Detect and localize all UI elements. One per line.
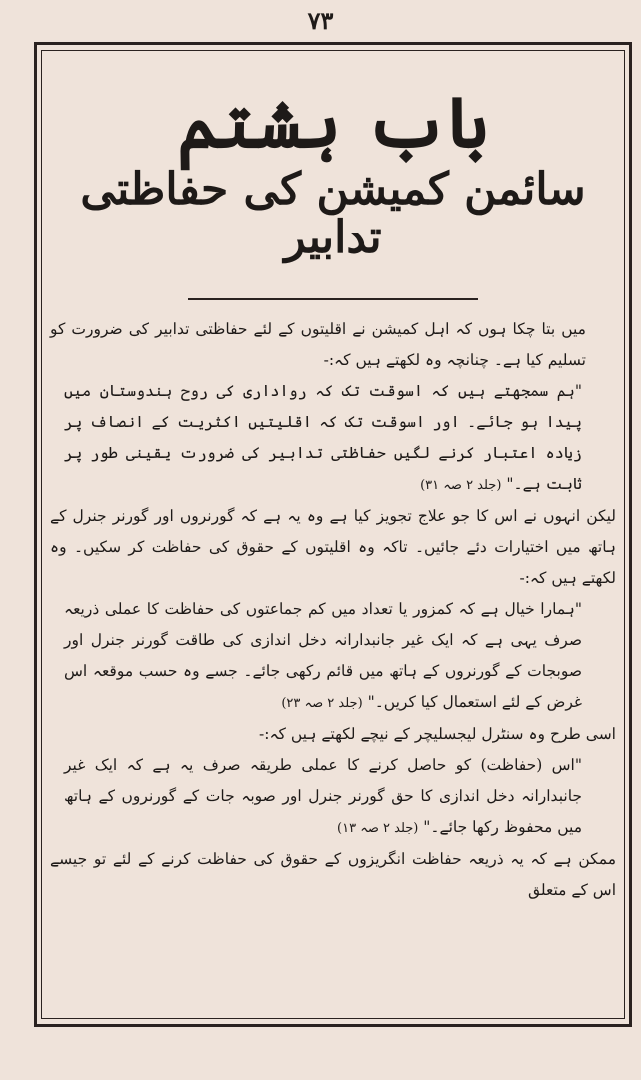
chapter-subtitle: سائمن کمیشن کی حفاظتی تدابیر bbox=[80, 163, 586, 263]
paragraph-text: اسی طرح وہ سنٹرل لیجسلیچر کے نیچے لکھتے ہیں کہ:- bbox=[259, 725, 616, 744]
page-content bbox=[50, 58, 616, 1013]
quote-paragraph bbox=[50, 750, 616, 844]
quote-text: "اس (حفاظت) کو حاصل کرنے کا عملی طریقہ صرف یہ ہے کہ ایک غیر جانبدارانہ دخل اندازی کا حق گورنر جنرل اور صوبہ جات کے گورنروں کے ہاتھ میں محفوظ رکھا جائے۔" bbox=[64, 756, 582, 837]
paragraph bbox=[50, 314, 616, 376]
citation-ref: (جلد ۲ صہ ۳۱) bbox=[420, 478, 502, 494]
quote-text: "ہمارا خیال ہے کہ کمزور یا تعداد میں کم جماعتوں کی حفاظت کا عملی ذریعہ صرف یہی ہے کہ ایک غیر جانبدارانہ دخل اندازی کی طاقت گورنر جنرل اور صوبجات کے گورنروں کے ہاتھ میں قائم رکھی جائے۔ جسے وہ حسب موقعہ اس غرض کے لئے استعمال کیا کریں۔" bbox=[64, 600, 582, 712]
paragraph bbox=[50, 501, 616, 594]
paragraph-text: میں بتا چکا ہوں کہ اہل کمیشن نے اقلیتوں کے لئے حفاظتی تدابیر کی ضرورت کو تسلیم کیا ہے۔ چنانچہ وہ لکھتے ہیں کہ:- bbox=[50, 320, 586, 370]
page-number: ۷۳ bbox=[307, 6, 334, 35]
paragraph-text: لیکن انہوں نے اس کا جو علاج تجویز کیا ہے وہ یہ ہے کہ گورنروں اور گورنر جنرل کے ہاتھ میں اختیارات دئے جائیں۔ تاکہ وہ اقلیتوں کے حقوق کی حفاظت کر سکیں۔ وہ لکھتے ہیں کہ:- bbox=[50, 507, 616, 588]
paragraph bbox=[50, 719, 616, 750]
chapter-title: باب ہشتم bbox=[177, 81, 489, 164]
paragraph-text: ممکن ہے کہ یہ ذریعہ حفاظت انگریزوں کے حقوق کی حفاظت کرنے کے لئے تو جیسے اس کے متعلق bbox=[50, 850, 616, 900]
body-text bbox=[50, 314, 616, 906]
quote-paragraph bbox=[50, 376, 616, 501]
citation-ref: (جلد ۲ صہ ۱۳) bbox=[337, 821, 419, 837]
paragraph bbox=[50, 844, 616, 906]
quote-text: "ہم سمجھتے ہیں کہ اسوقت تک کہ رواداری کی روح ہندوستان میں پیدا ہو جائے۔ اور اسوقت تک کہ اقلیتیں اکثریت کے انصاف پر زیادہ اعتبار کرنے لگیں حفاظتی تدابیر کی ضرورت یقینی طور پر ثابت ہے۔" bbox=[64, 382, 582, 494]
quote-paragraph bbox=[50, 594, 616, 719]
title-divider bbox=[188, 298, 478, 300]
citation-ref: (جلد ۲ صہ ۲۳) bbox=[281, 696, 363, 712]
